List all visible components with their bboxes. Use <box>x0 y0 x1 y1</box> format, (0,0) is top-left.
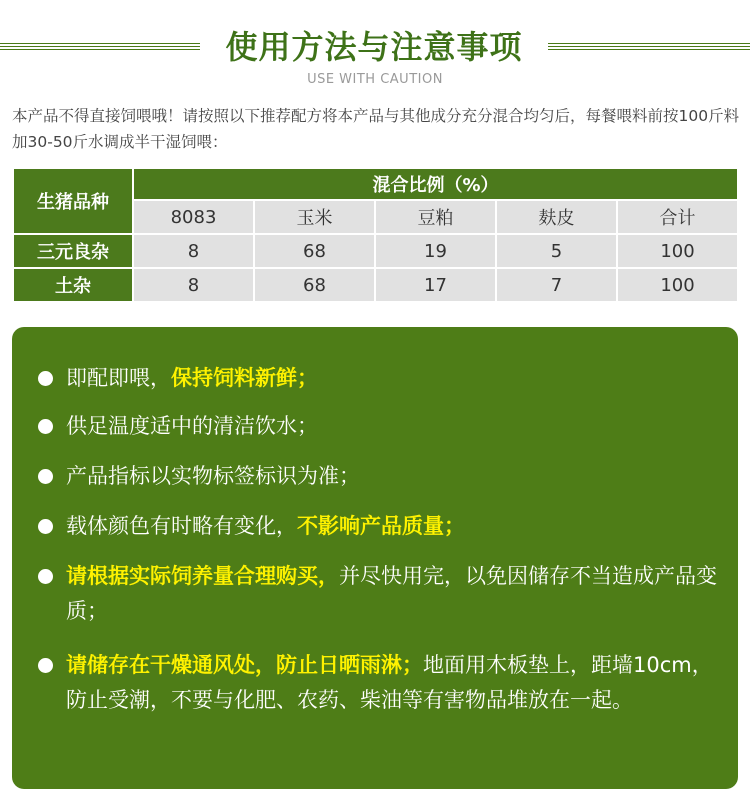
value-cell: 68 <box>254 268 375 302</box>
value-cell: 17 <box>375 268 496 302</box>
value-cell: 100 <box>617 234 738 268</box>
column-header: 8083 <box>133 200 254 234</box>
title-decor-line-left <box>0 43 200 50</box>
table-row <box>13 234 738 268</box>
note-text: 供足温度适中的清洁饮水； <box>66 414 318 438</box>
breed-cell: 土杂 <box>13 268 133 302</box>
note-text: 载体颜色有时略有变化， <box>66 514 297 538</box>
section-subtitle: USE WITH CAUTION <box>307 72 443 87</box>
note-text: 地面用木板垫上，距墙10cm，防止受潮，不要与化肥、农药、柴油等有害物品堆放在一起。 <box>66 653 713 712</box>
breed-header-cell: 生猪品种 <box>13 168 133 234</box>
section-header <box>0 0 750 95</box>
value-cell: 8 <box>133 268 254 302</box>
note-highlight: 保持饲料新鲜； <box>171 366 318 390</box>
value-cell: 19 <box>375 234 496 268</box>
caution-note <box>66 409 726 444</box>
column-header: 玉米 <box>254 200 375 234</box>
bullet-dot-icon <box>38 519 53 534</box>
note-highlight: 请根据实际饲养量合理购买， <box>66 564 339 588</box>
bullet-dot-icon <box>38 469 53 484</box>
value-cell: 100 <box>617 268 738 302</box>
note-text: 产品指标以实物标签标识为准； <box>66 464 360 488</box>
breed-cell: 三元良杂 <box>13 234 133 268</box>
bullet-dot-icon <box>38 658 53 673</box>
bullet-dot-icon <box>38 419 53 434</box>
section-title: 使用方法与注意事项 <box>225 28 523 66</box>
value-cell: 7 <box>496 268 617 302</box>
note-text: 即配即喂， <box>66 366 171 390</box>
bullet-dot-icon <box>38 569 53 584</box>
note-text: 并尽快用完，以免因储存不当造成产品变质； <box>66 564 717 623</box>
title-decor-line-right <box>548 43 750 50</box>
note-highlight: 请储存在干燥通风处，防止日晒雨淋； <box>66 653 423 677</box>
value-cell: 8 <box>133 234 254 268</box>
caution-note <box>66 509 726 544</box>
value-cell: 68 <box>254 234 375 268</box>
table-row <box>13 268 738 302</box>
column-header: 合计 <box>617 200 738 234</box>
usage-intro: 本产品不得直接饲喂哦！请按照以下推荐配方将本产品与其他成分充分混合均匀后，每餐喂料前按100斤料加30-50斤水调成半干湿饲喂： <box>12 107 740 151</box>
caution-note <box>66 361 726 396</box>
caution-note <box>66 459 726 494</box>
bullet-dot-icon <box>38 371 53 386</box>
mix-header-cell: 混合比例（%） <box>133 168 738 200</box>
caution-note <box>66 559 726 629</box>
column-header: 麸皮 <box>496 200 617 234</box>
value-cell: 5 <box>496 234 617 268</box>
mix-ratio-table <box>12 167 739 303</box>
note-highlight: 不影响产品质量； <box>297 514 465 538</box>
column-header: 豆粕 <box>375 200 496 234</box>
caution-panel <box>12 327 738 789</box>
caution-note <box>66 648 726 718</box>
